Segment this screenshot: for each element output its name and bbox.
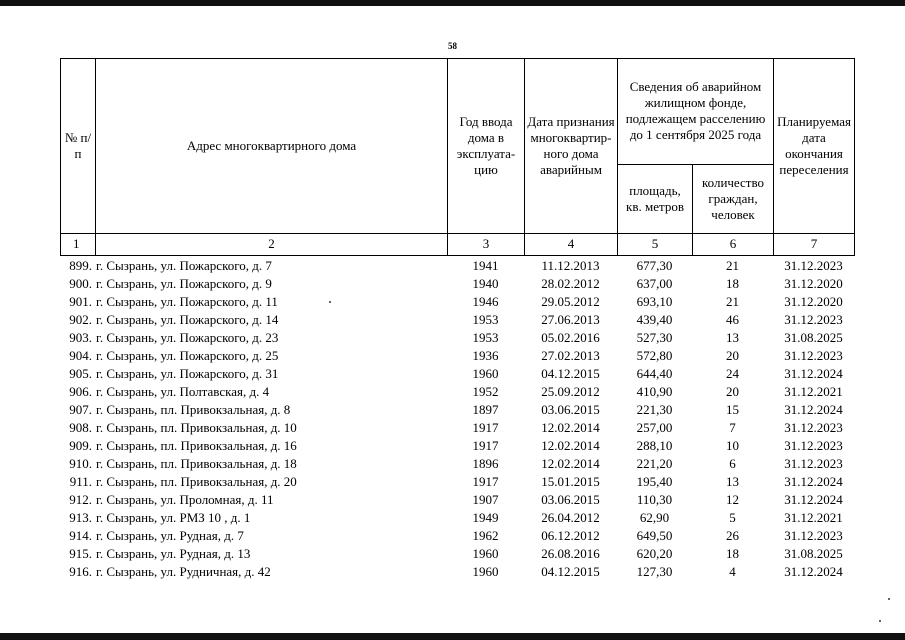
- scan-speck: [888, 598, 890, 600]
- scan-speck: [879, 620, 881, 622]
- row-year: 1917: [472, 420, 499, 435]
- row-number: 911.: [69, 474, 92, 489]
- row-address: г. Сызрань, ул. Полтавская, д. 4: [96, 384, 270, 399]
- row-area: 644,40: [636, 366, 673, 381]
- table-row: [60, 545, 854, 563]
- header-people: количество граждан, человек: [693, 164, 774, 233]
- row-date: 12.02.2014: [541, 438, 600, 453]
- row-end-date: 31.08.2025: [784, 546, 843, 561]
- row-year: 1907: [472, 492, 499, 507]
- scan-bottom-border: [0, 633, 905, 640]
- row-number: 912.: [69, 492, 92, 507]
- row-number: 909.: [69, 438, 92, 453]
- row-year: 1960: [472, 366, 499, 381]
- row-number: 901.: [69, 294, 92, 309]
- row-area: 221,20: [636, 456, 673, 471]
- row-end-date: 31.12.2023: [784, 312, 843, 327]
- col-number: 4: [525, 233, 618, 255]
- row-number: 908.: [69, 420, 92, 435]
- row-area: 649,50: [636, 528, 673, 543]
- scan-speck: [329, 301, 331, 303]
- row-year: 1936: [472, 348, 499, 363]
- row-date: 27.02.2013: [541, 348, 600, 363]
- row-year: 1949: [472, 510, 499, 525]
- row-date: 04.12.2015: [541, 366, 600, 381]
- row-people: 6: [729, 456, 736, 471]
- row-area: 288,10: [636, 438, 673, 453]
- col-number: 2: [96, 233, 448, 255]
- table-row: [60, 455, 854, 473]
- row-area: 257,00: [636, 420, 673, 435]
- row-people: 4: [729, 564, 736, 579]
- row-date: 03.06.2015: [541, 402, 600, 417]
- row-area: 677,30: [636, 258, 673, 273]
- row-date: 26.08.2016: [541, 546, 600, 561]
- row-year: 1946: [472, 294, 499, 309]
- row-number: 914.: [69, 528, 92, 543]
- data-table: [60, 257, 854, 581]
- row-people: 21: [726, 294, 739, 309]
- table-row: [60, 419, 854, 437]
- row-year: 1960: [472, 546, 499, 561]
- row-area: 693,10: [636, 294, 673, 309]
- row-end-date: 31.12.2023: [784, 456, 843, 471]
- row-people: 18: [726, 276, 739, 291]
- row-number: 903.: [69, 330, 92, 345]
- header-address: Адрес многоквартирного дома: [96, 59, 448, 234]
- row-address: г. Сызрань, пл. Привокзальная, д. 20: [96, 474, 297, 489]
- row-people: 12: [726, 492, 739, 507]
- table-row: [60, 293, 854, 311]
- row-date: 27.06.2013: [541, 312, 600, 327]
- row-end-date: 31.12.2023: [784, 348, 843, 363]
- row-area: 127,30: [636, 564, 673, 579]
- row-area: 439,40: [636, 312, 673, 327]
- row-people: 20: [726, 348, 739, 363]
- row-people: 13: [726, 474, 739, 489]
- row-number: 906.: [69, 384, 92, 399]
- row-area: 572,80: [636, 348, 673, 363]
- row-date: 15.01.2015: [541, 474, 600, 489]
- row-year: 1917: [472, 438, 499, 453]
- table-row: [60, 491, 854, 509]
- row-end-date: 31.12.2023: [784, 438, 843, 453]
- row-end-date: 31.12.2021: [784, 510, 843, 525]
- row-date: 05.02.2016: [541, 330, 600, 345]
- row-address: г. Сызрань, ул. РМЗ 10 , д. 1: [96, 510, 251, 525]
- row-date: 25.09.2012: [541, 384, 600, 399]
- col-number: 3: [448, 233, 525, 255]
- table-row: [60, 365, 854, 383]
- row-people: 10: [726, 438, 739, 453]
- row-end-date: 31.12.2023: [784, 258, 843, 273]
- row-year: 1962: [472, 528, 499, 543]
- row-address: г. Сызрань, ул. Пожарского, д. 7: [96, 258, 272, 273]
- row-date: 12.02.2014: [541, 420, 600, 435]
- row-people: 5: [729, 510, 736, 525]
- table-row: [60, 383, 854, 401]
- header-area: площадь, кв. метров: [618, 164, 693, 233]
- table-header: [60, 58, 855, 256]
- col-number: 5: [618, 233, 693, 255]
- row-people: 24: [726, 366, 739, 381]
- table-row: [60, 527, 854, 545]
- row-area: 62,90: [639, 510, 670, 525]
- row-address: г. Сызрань, ул. Пожарского, д. 31: [96, 366, 279, 381]
- row-people: 26: [726, 528, 739, 543]
- row-area: 110,30: [636, 492, 673, 507]
- row-date: 28.02.2012: [541, 276, 600, 291]
- row-people: 46: [726, 312, 739, 327]
- row-end-date: 31.12.2020: [784, 294, 843, 309]
- row-address: г. Сызрань, пл. Привокзальная, д. 8: [96, 402, 291, 417]
- row-date: 04.12.2015: [541, 564, 600, 579]
- row-people: 20: [726, 384, 739, 399]
- row-date: 11.12.2013: [541, 258, 600, 273]
- row-area: 195,40: [636, 474, 673, 489]
- row-number: 905.: [69, 366, 92, 381]
- row-area: 527,30: [636, 330, 673, 345]
- table-row: [60, 437, 854, 455]
- header-year: Год ввода дома в эксплуата- цию: [448, 59, 525, 234]
- table-row: [60, 275, 854, 293]
- row-date: 03.06.2015: [541, 492, 600, 507]
- row-year: 1953: [472, 330, 499, 345]
- row-date: 06.12.2012: [541, 528, 600, 543]
- row-end-date: 31.12.2024: [784, 474, 843, 489]
- row-end-date: 31.12.2023: [784, 420, 843, 435]
- row-address: г. Сызрань, ул. Рудная, д. 13: [96, 546, 251, 561]
- row-year: 1941: [472, 258, 499, 273]
- row-end-date: 31.12.2024: [784, 564, 843, 579]
- row-address: г. Сызрань, ул. Пожарского, д. 14: [96, 312, 279, 327]
- table-row: [60, 347, 854, 365]
- row-area: 410,90: [636, 384, 673, 399]
- row-address: г. Сызрань, ул. Рудничная, д. 42: [96, 564, 271, 579]
- row-address: г. Сызрань, ул. Проломная, д. 11: [96, 492, 274, 507]
- row-area: 221,30: [636, 402, 673, 417]
- row-number: 913.: [69, 510, 92, 525]
- row-number: 900.: [69, 276, 92, 291]
- header-planned: Планируемая дата окончания переселения: [774, 59, 855, 234]
- row-end-date: 31.12.2024: [784, 492, 843, 507]
- row-end-date: 31.12.2020: [784, 276, 843, 291]
- row-number: 902.: [69, 312, 92, 327]
- row-year: 1952: [472, 384, 499, 399]
- page-number: 58: [448, 41, 457, 51]
- col-number: 7: [774, 233, 855, 255]
- row-address: г. Сызрань, пл. Привокзальная, д. 16: [96, 438, 297, 453]
- col-number: 6: [693, 233, 774, 255]
- table-row: [60, 563, 854, 581]
- row-address: г. Сызрань, ул. Пожарского, д. 25: [96, 348, 279, 363]
- row-year: 1953: [472, 312, 499, 327]
- row-area: 620,20: [636, 546, 673, 561]
- row-people: 15: [726, 402, 739, 417]
- row-address: г. Сызрань, ул. Рудная, д. 7: [96, 528, 244, 543]
- row-people: 13: [726, 330, 739, 345]
- row-end-date: 31.12.2024: [784, 402, 843, 417]
- row-address: г. Сызрань, ул. Пожарского, д. 23: [96, 330, 279, 345]
- row-address: г. Сызрань, ул. Пожарского, д. 11: [96, 294, 278, 309]
- row-date: 12.02.2014: [541, 456, 600, 471]
- table-row: [60, 329, 854, 347]
- header-info: Сведения об аварийном жилищном фонде, подлежащем расселению до 1 сентября 2025 года: [618, 59, 774, 165]
- row-year: 1917: [472, 474, 499, 489]
- row-number: 907.: [69, 402, 92, 417]
- row-number: 910.: [69, 456, 92, 471]
- row-address: г. Сызрань, пл. Привокзальная, д. 10: [96, 420, 297, 435]
- table-row: [60, 311, 854, 329]
- scan-top-border: [0, 0, 905, 6]
- row-area: 637,00: [636, 276, 673, 291]
- header-date: Дата признания многоквартир- ного дома аварийным: [525, 59, 618, 234]
- table-row: [60, 509, 854, 527]
- row-address: г. Сызрань, пл. Привокзальная, д. 18: [96, 456, 297, 471]
- row-number: 899.: [69, 258, 92, 273]
- row-year: 1960: [472, 564, 499, 579]
- row-end-date: 31.12.2021: [784, 384, 843, 399]
- row-number: 915.: [69, 546, 92, 561]
- row-people: 7: [729, 420, 736, 435]
- row-date: 26.04.2012: [541, 510, 600, 525]
- row-address: г. Сызрань, ул. Пожарского, д. 9: [96, 276, 272, 291]
- row-end-date: 31.12.2024: [784, 366, 843, 381]
- table-row: [60, 257, 854, 275]
- col-number: 1: [61, 233, 96, 255]
- row-date: 29.05.2012: [541, 294, 600, 309]
- table-row: [60, 401, 854, 419]
- row-year: 1940: [472, 276, 499, 291]
- table-row: [60, 473, 854, 491]
- row-people: 18: [726, 546, 739, 561]
- row-people: 21: [726, 258, 739, 273]
- row-end-date: 31.12.2023: [784, 528, 843, 543]
- row-number: 916.: [69, 564, 92, 579]
- row-year: 1897: [472, 402, 499, 417]
- row-number: 904.: [69, 348, 92, 363]
- row-year: 1896: [472, 456, 499, 471]
- row-end-date: 31.08.2025: [784, 330, 843, 345]
- header-num: № п/п: [61, 59, 96, 234]
